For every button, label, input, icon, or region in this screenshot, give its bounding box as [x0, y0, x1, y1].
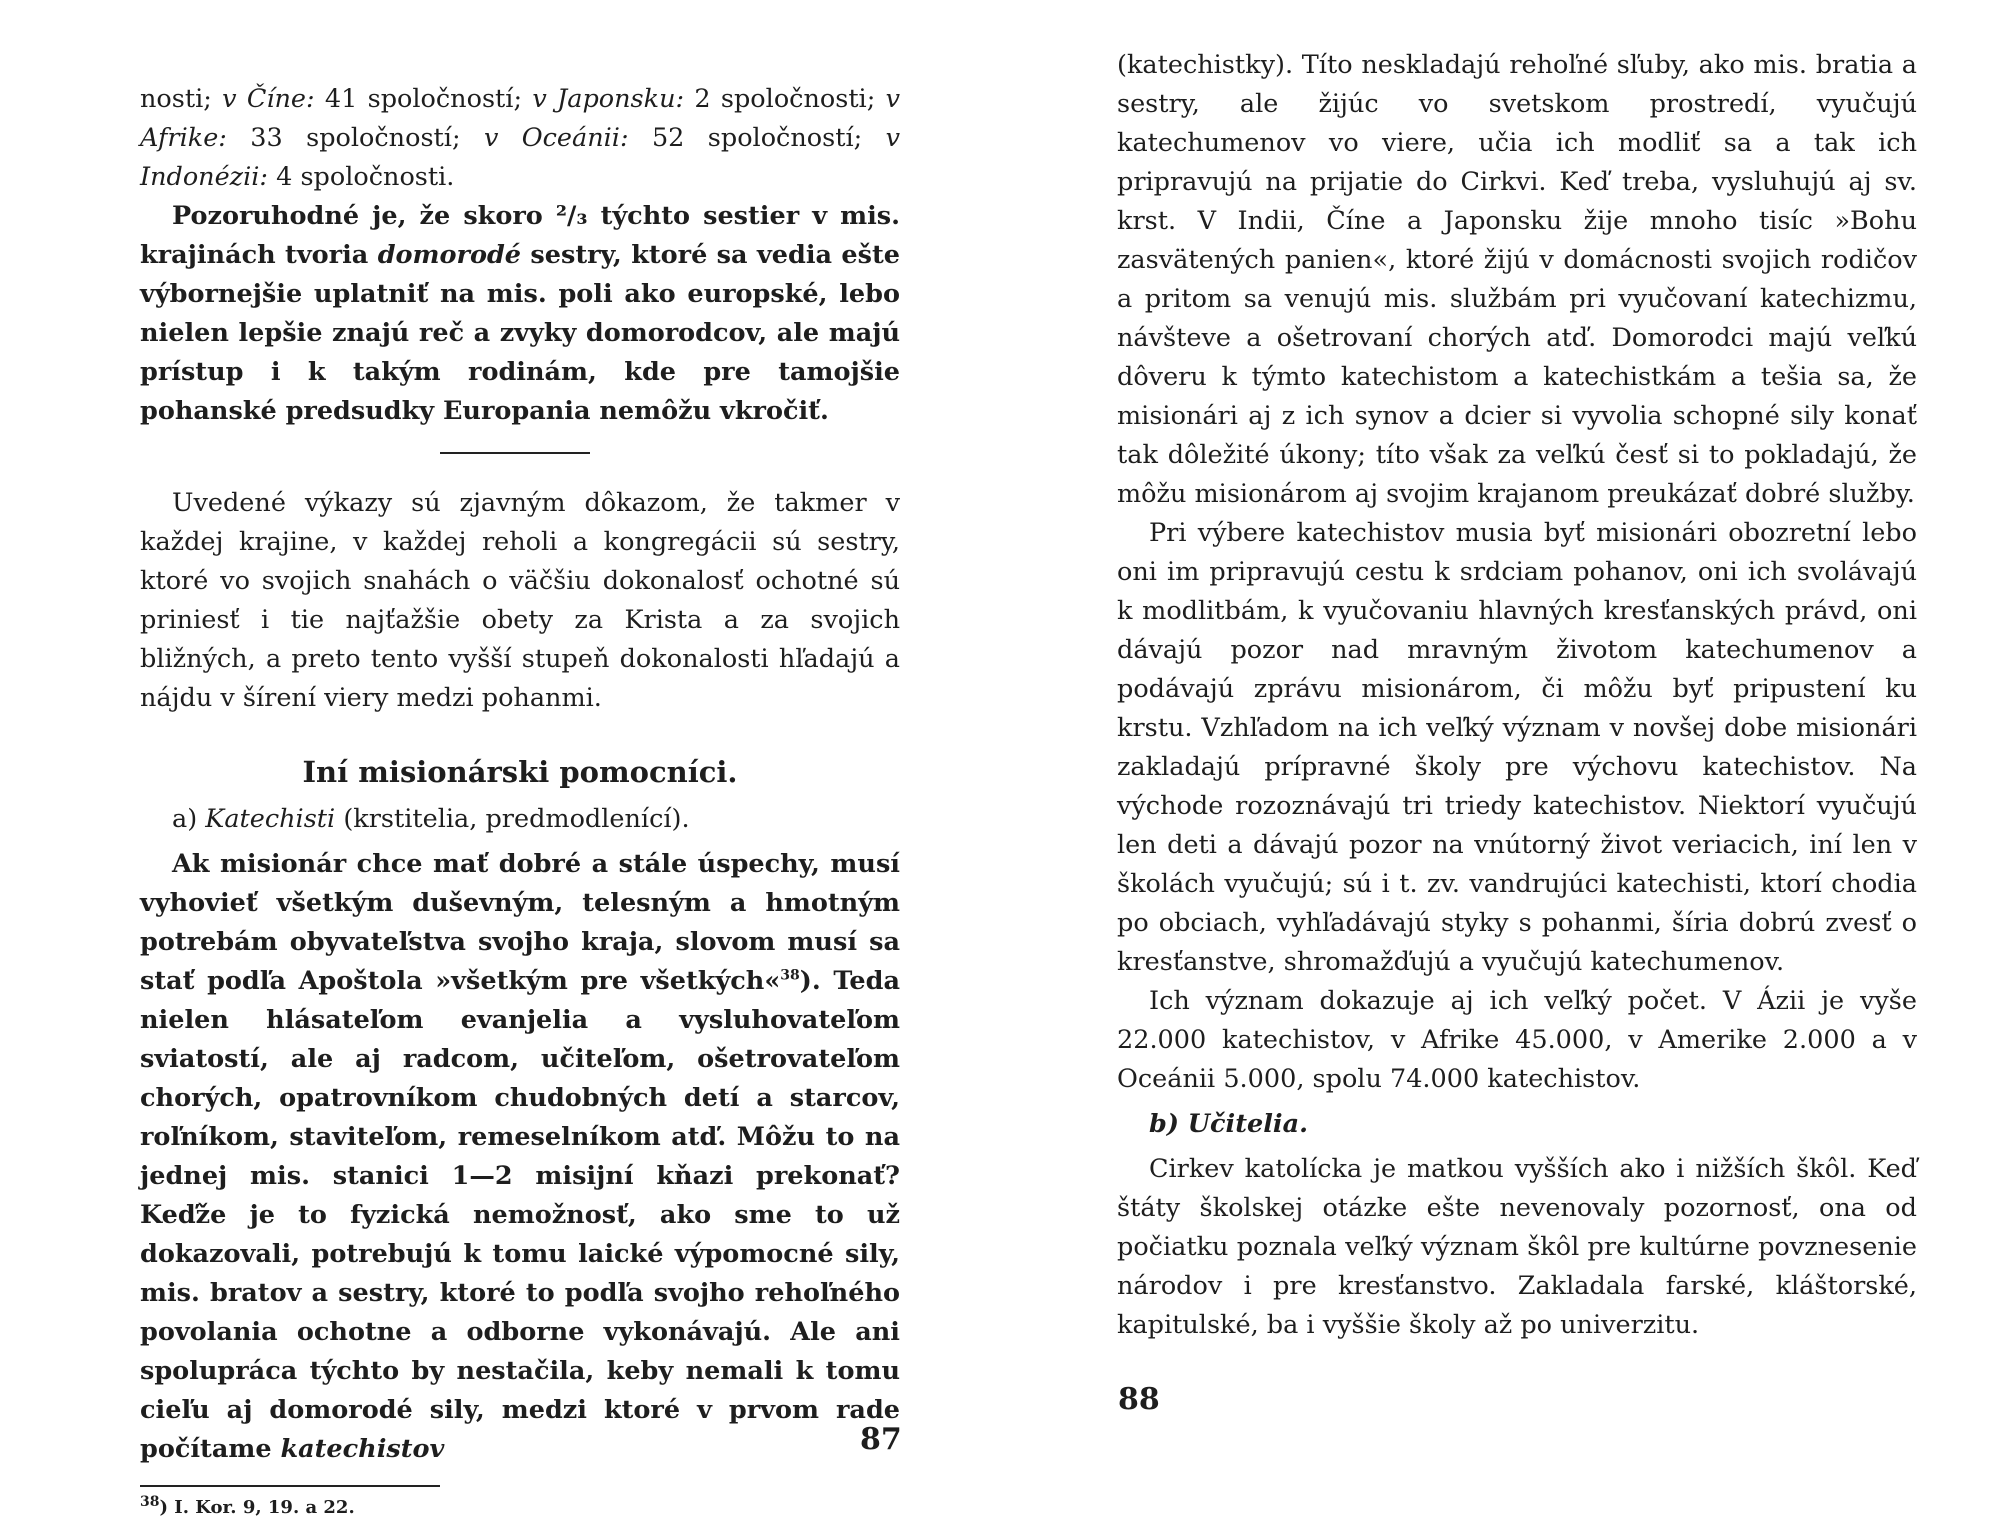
- paragraph-pozoruhodne: Pozoruhodné je, že skoro ²/₃ týchto sestier v mis. krajinách tvoria domorodé sestry, ktoré sa vedia ešte výbornejšie uplatniť na mis. poli ako europské, lebo nielen lepšie znajú reč a zvyky domorodcov, ale majú prístup i k takým rodinám, kde pre tamojšie pohanské predsudky Europania nemôžu vkročiť.: [140, 201, 900, 426]
- subsection-a-title: a) Katechisti (krstitelia, predmodlenící).: [172, 804, 690, 834]
- paragraph-continuation: (katechistky). Títo neskladajú rehoľné sľuby, ako mis. bratia a sestry, ale žijúc vo svetskom prostredí, vyučujú katechumenov vo viere, učia ich modliť sa a tak ich pripravujú na prijatie do Cirkvi. Keď treba, vysluhujú aj sv. krst. V Indii, Číne a Japonsku žije mnoho tisíc »Bohu zasvätených panien«, ktoré žijú v domácnosti svojich rodičov a pritom sa venujú mis. službám pri vyučovaní katechizmu, návšteve a ošetrovaní chorých atď. Domorodci majú veľkú dôveru k týmto katechistom a katechistkám a tešia sa, že misionári aj z ich synov a dcier si vyvolia schopné sily konať tak dôležité úkony; títo však za veľkú česť si to pokladajú, že môžu misionárom aj svojim krajanom preukázať dobré služby.: [1117, 50, 1917, 509]
- footnote-ref: 38: [780, 967, 800, 984]
- paragraph-pri: Pri výbere katechistov musia byť misionári obozretní lebo oni im pripravujú cestu k srdciam pohanov, oni ich svolávajú k modlitbám, k vyučovaniu hlavných kresťanských právd, oni dávajú pozor nad mravným životom katechumenov a podávajú zprávu misionárom, či môžu byť pripustení ku krstu. Vzhľadom na ich veľký význam v novšej dobe misionári zakladajú prípravné školy pre výchovu katechistov. Na východe rozoznávajú tri triedy katechistov. Niektorí vyučujú len deti a dávajú pozor na vnútorný život veriacich, iní len v školách vyučujú; sú i t. zv. vandrujúci katechisti, ktorí chodia po obciach, vyhľadávajú styky s pohanmi, šíria dobrú zvesť o kresťanstve, shromažďujú a vyučujú katechumenov.: [1117, 518, 1917, 977]
- section-divider: [440, 452, 590, 454]
- intro-paragraph: nosti; v Číne: 41 spoločností; v Japonsku: 2 spoločnosti; v Afrike: 33 spoločností; v Oceánii: 52 spoločností; v Indonézii: 4 spoločnosti.: [140, 84, 901, 192]
- paragraph-uvedene: Uvedené výkazy sú zjavným dôkazom, že takmer v každej krajine, v každej reholi a kongregácii sú sestry, ktoré vo svojich snahách o väčšiu dokonalosť ochotné sú priniesť i tie najťažšie obety za Krista a za svojich bližných, a preto tento vyšší stupeň dokonalosti hľadajú a nájdu v šírení viery medzi pohanmi.: [140, 488, 900, 713]
- footnote-rule: [140, 1485, 440, 1487]
- paragraph-ich: Ich význam dokazuje aj ich veľký počet. V Ázii je vyše 22.000 katechistov, v Afrike 45.000, v Amerike 2.000 a v Oceánii 5.000, spolu 74.000 katechistov.: [1117, 986, 1917, 1094]
- right-page-text: [1117, 46, 1917, 1345]
- paragraph-ak: Ak misionár chce mať dobré a stále úspechy, musí vyhovieť všetkým duševným, telesným a hmotným potrebám obyvateľstva svojho kraja, slovom musí sa stať podľa Apoštola »všetkým pre všetkých«$^{38}$). Teda nielen hlásateľom evanjelia a vysluhovateľom sviatostí, ale aj radcom, učiteľom, ošetrovateľom chorých, opatrovníkom chudobných detí a starcov, roľníkom, staviteľom, remeselníkom atď. Môžu to na jednej mis. stanici 1—2 misijní kňazi prekonať? Keďže je to fyzická nemožnosť, ako sme to už dokazovali, potrebujú k tomu laické výpomocné sily, mis. bratov a sestry, ktoré to podľa svojho rehoľného povolania ochotne a odborne vykonávajú. Ale ani spolupráca týchto by nestačila, keby nemali k tomu cieľu aj domorodé sily, medzi ktoré v prvom rade počítame katechistov: [140, 849, 900, 1464]
- left-page-text: [140, 80, 900, 1521]
- paragraph-cirkev: Cirkev katolícka je matkou vyšších ako i nižších škôl. Keď štáty školskej otázke ešte nevenovaly pozornosť, ona od počiatku poznala veľký význam škôl pre kultúrne povznesenie národov i pre kresťanstvo. Zakladala farské, kláštorské, kapitulské, ba i vyššie školy až po univerzitu.: [1117, 1154, 1917, 1340]
- page-number-right: 88: [1118, 1382, 1160, 1417]
- subsection-b-title: b) Učitelia.: [1149, 1109, 1309, 1139]
- page-number-left: 87: [860, 1422, 902, 1457]
- left-page: [0, 0, 1000, 1518]
- right-page: [1000, 0, 2004, 1500]
- footnote: $^{38}$) I. Kor. 9, 19. a 22.: [140, 1494, 355, 1518]
- section-heading: Iní misionárski pomocníci.: [302, 755, 738, 789]
